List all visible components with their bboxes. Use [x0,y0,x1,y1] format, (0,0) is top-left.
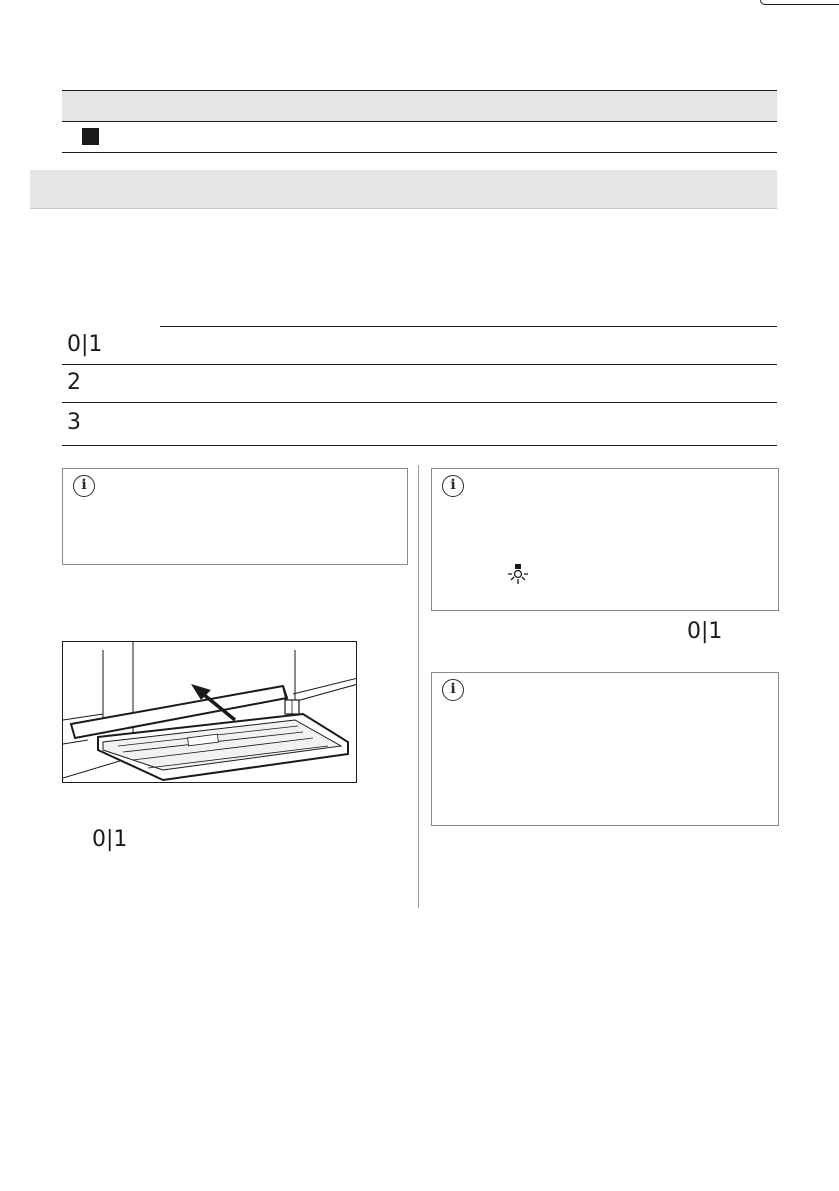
column-divider [418,465,419,908]
speed-symbol-2: 2 [67,370,81,395]
section-heading-bar [30,170,777,209]
top-table-bottom-rule [62,152,777,153]
speed-symbol-off-on: 0|1 [67,332,103,357]
hood-extraction-illustration [63,642,357,783]
speed-table-rule-bottom [62,445,777,446]
top-table-header [62,90,777,122]
speed-table-rule-2 [62,402,777,403]
speed-table-rule-top [160,326,777,327]
speed-symbol-3: 3 [67,410,81,435]
step-symbol-off-on: 0|1 [92,827,128,852]
page-edge-mark [760,0,839,5]
info-box-left [62,468,408,565]
info-box-right-top [431,468,779,611]
info-box-right-bottom [431,672,779,826]
info-icon: i [73,475,95,497]
speed-table-rule-1 [62,364,777,365]
black-square-icon [82,128,99,145]
inline-symbol-off-on: 0|1 [687,619,723,644]
info-icon: i [442,679,464,701]
lamp-icon [507,563,529,585]
hood-figure [62,641,357,783]
info-icon: i [442,475,464,497]
